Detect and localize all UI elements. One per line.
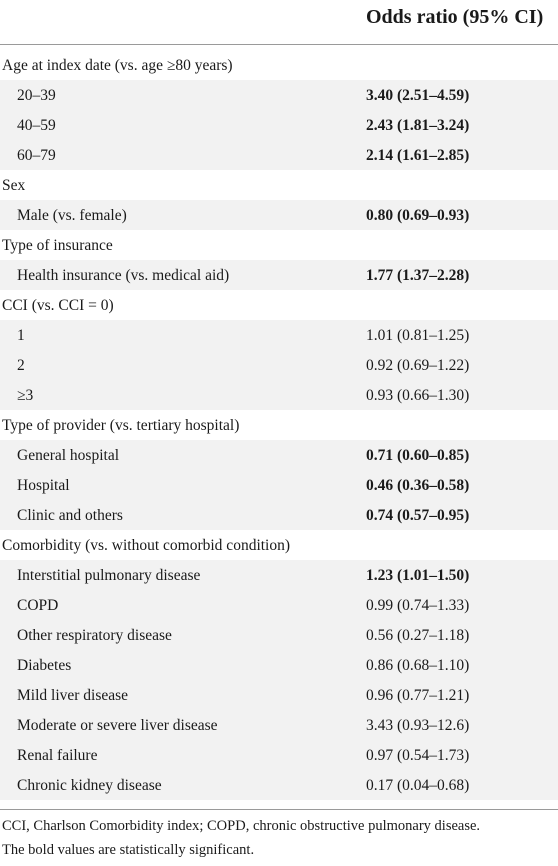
- table-group-row: [0, 230, 558, 260]
- table-row: [0, 620, 558, 650]
- table-row: [0, 770, 558, 800]
- group-label: Age at index date (vs. age ≥80 years): [2, 57, 233, 74]
- row-label: Mild liver disease: [17, 687, 129, 704]
- row-label: 20–39: [17, 87, 56, 104]
- table-row: [0, 110, 558, 140]
- table-row: [0, 680, 558, 710]
- row-label: Hospital: [17, 477, 70, 494]
- odds-ratio-value: 0.56 (0.27–1.18): [366, 627, 470, 644]
- table-row: [0, 80, 558, 110]
- row-label: Health insurance (vs. medical aid): [17, 267, 230, 284]
- odds-ratio-value: 1.23 (1.01–1.50): [366, 567, 470, 584]
- odds-ratio-value: 0.71 (0.60–0.85): [366, 447, 470, 464]
- table-header: [0, 0, 558, 45]
- odds-ratio-value: 0.97 (0.54–1.73): [366, 747, 470, 764]
- row-label: Male (vs. female): [17, 207, 127, 224]
- odds-ratio-value: 0.99 (0.74–1.33): [366, 597, 470, 614]
- table-row: [0, 470, 558, 500]
- table-row: [0, 380, 558, 410]
- table-group-row: [0, 410, 558, 440]
- odds-ratio-value: 0.46 (0.36–0.58): [366, 477, 470, 494]
- odds-ratio-value: 3.43 (0.93–12.6): [366, 717, 470, 734]
- odds-ratio-value: 1.77 (1.37–2.28): [366, 267, 470, 284]
- table-row: [0, 140, 558, 170]
- group-label: Comorbidity (vs. without comorbid condition): [2, 537, 291, 554]
- row-label: General hospital: [17, 447, 120, 464]
- row-label: 40–59: [17, 117, 56, 134]
- table-row: [0, 260, 558, 290]
- footnote: The bold values are statistically significant.: [2, 842, 255, 858]
- header-odds-ratio: Odds ratio (95% CI): [366, 6, 544, 28]
- odds-ratio-value: 3.40 (2.51–4.59): [366, 87, 470, 104]
- odds-ratio-value: 2.43 (1.81–3.24): [366, 117, 470, 134]
- row-label: 2: [17, 357, 25, 374]
- table-row: [0, 710, 558, 740]
- odds-ratio-value: 0.92 (0.69–1.22): [366, 357, 470, 374]
- row-label: ≥3: [17, 387, 34, 404]
- footnote: CCI, Charlson Comorbidity index; COPD, chronic obstructive pulmonary disease.: [2, 818, 481, 834]
- row-label: Moderate or severe liver disease: [17, 717, 218, 734]
- odds-ratio-value: 0.17 (0.04–0.68): [366, 777, 470, 794]
- odds-ratio-value: 2.14 (1.61–2.85): [366, 147, 470, 164]
- table-row: [0, 500, 558, 530]
- odds-ratio-value: 0.74 (0.57–0.95): [366, 507, 470, 524]
- row-label: COPD: [17, 597, 59, 614]
- odds-ratio-value: 0.93 (0.66–1.30): [366, 387, 470, 404]
- table-group-row: [0, 170, 558, 200]
- odds-ratio-value: 0.86 (0.68–1.10): [366, 657, 470, 674]
- table-row: [0, 320, 558, 350]
- odds-ratio-value: 0.80 (0.69–0.93): [366, 207, 470, 224]
- table-group-row: [0, 530, 558, 560]
- group-label: CCI (vs. CCI = 0): [2, 297, 114, 314]
- group-label: Type of insurance: [2, 237, 113, 254]
- odds-ratio-value: 0.96 (0.77–1.21): [366, 687, 470, 704]
- odds-ratio-value: 1.01 (0.81–1.25): [366, 327, 470, 344]
- table-bottom-rule: [0, 809, 558, 810]
- row-label: Diabetes: [17, 657, 72, 674]
- table-row: [0, 560, 558, 590]
- table-row: [0, 590, 558, 620]
- row-label: Other respiratory disease: [17, 627, 172, 644]
- group-label: Type of provider (vs. tertiary hospital): [2, 417, 240, 434]
- row-label: Renal failure: [17, 747, 98, 764]
- row-label: Chronic kidney disease: [17, 777, 162, 794]
- table-row: [0, 650, 558, 680]
- table-group-row: [0, 50, 558, 80]
- row-label: Clinic and others: [17, 507, 123, 524]
- table-group-row: [0, 290, 558, 320]
- table-row: [0, 350, 558, 380]
- row-label: Interstitial pulmonary disease: [17, 567, 201, 584]
- row-label: 60–79: [17, 147, 56, 164]
- table-row: [0, 440, 558, 470]
- row-label: 1: [17, 327, 25, 344]
- table-row: [0, 740, 558, 770]
- table-row: [0, 200, 558, 230]
- group-label: Sex: [2, 177, 26, 194]
